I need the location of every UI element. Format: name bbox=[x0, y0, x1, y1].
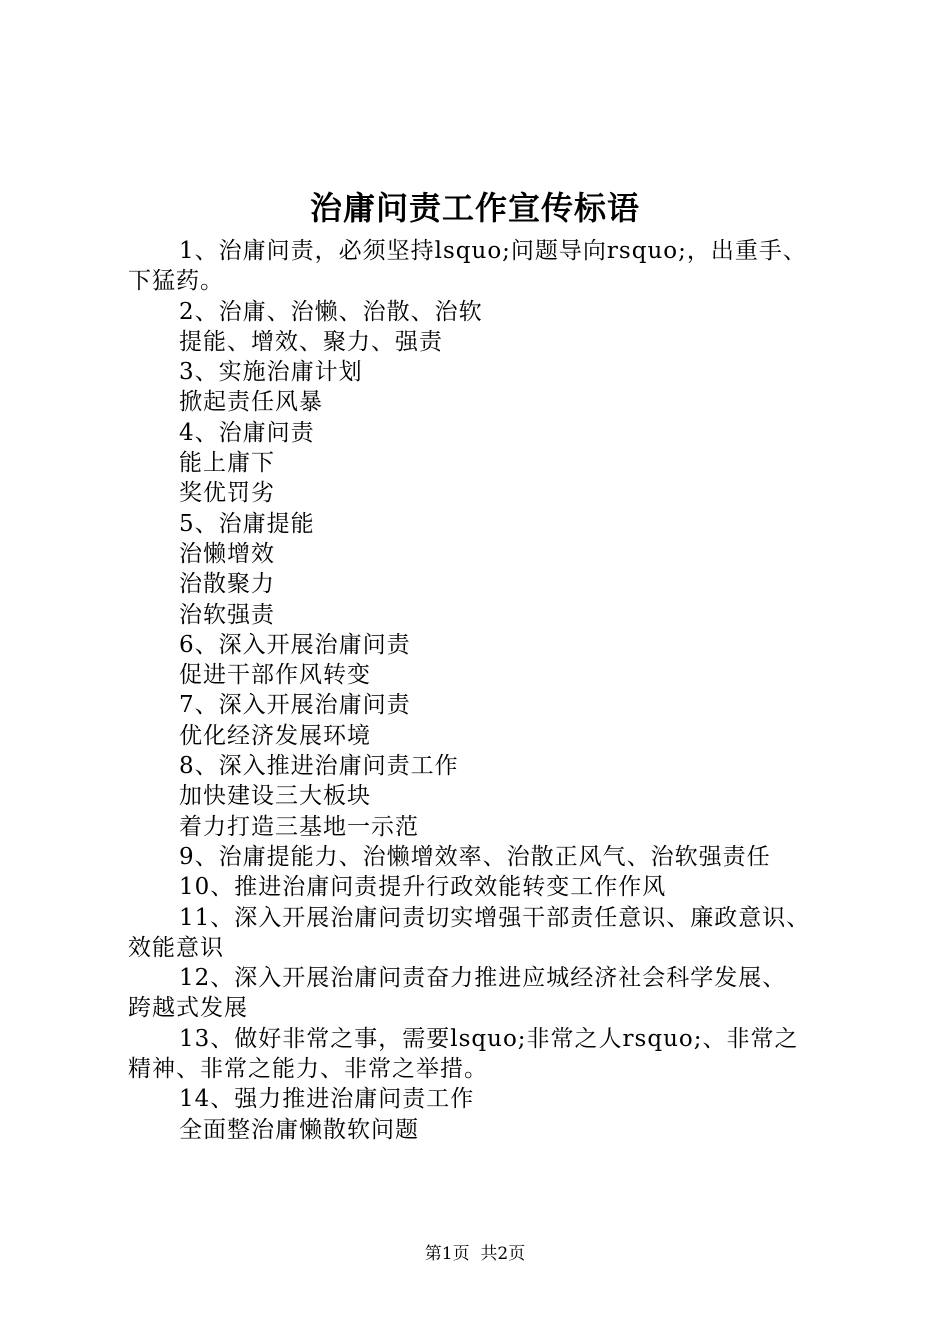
text-line: 精神、非常之能力、非常之举措。 bbox=[128, 1056, 488, 1083]
text-line: 8、深入推进治庸问责工作 bbox=[179, 753, 459, 780]
page-title: 治庸问责工作宣传标语 bbox=[309, 189, 640, 227]
text-line: 掀起责任风暴 bbox=[179, 389, 323, 416]
text-line: 促进干部作风转变 bbox=[179, 662, 371, 689]
text-line: 11、深入开展治庸问责切实增强干部责任意识、廉政意识、 bbox=[179, 904, 811, 931]
text-line: 14、强力推进治庸问责工作 bbox=[179, 1086, 475, 1113]
text-line: 13、做好非常之事，需要lsquo;非常之人rsquo;、非常之 bbox=[179, 1025, 799, 1052]
text-line: 跨越式发展 bbox=[128, 995, 248, 1022]
text-line: 1、治庸问责，必须坚持lsquo;问题导向rsquo;，出重手、 bbox=[179, 238, 807, 264]
page-number: 第1页 bbox=[424, 1244, 470, 1264]
text-line: 着力打造三基地一示范 bbox=[179, 813, 419, 840]
text-line: 提能、增效、聚力、强责 bbox=[179, 328, 443, 355]
page-footer bbox=[0, 1242, 950, 1266]
text-line: 治软强责 bbox=[179, 601, 275, 628]
text-line: 4、治庸问责 bbox=[179, 419, 315, 446]
page-total: 共2页 bbox=[480, 1244, 526, 1264]
text-line: 9、治庸提能力、治懒增效率、治散正风气、治软强责任 bbox=[179, 843, 771, 870]
text-line: 奖优罚劣 bbox=[179, 480, 275, 507]
text-line: 2、治庸、治懒、治散、治软 bbox=[179, 298, 483, 325]
text-line: 加快建设三大板块 bbox=[179, 783, 371, 810]
text-line: 12、深入开展治庸问责奋力推进应城经济社会科学发展、 bbox=[179, 965, 787, 992]
text-line: 治散聚力 bbox=[179, 571, 275, 598]
text-line: 优化经济发展环境 bbox=[179, 722, 371, 749]
text-line: 10、推进治庸问责提升行政效能转变工作作风 bbox=[179, 874, 667, 901]
text-line: 下猛药。 bbox=[128, 268, 224, 295]
text-line: 6、深入开展治庸问责 bbox=[179, 631, 411, 658]
text-line: 效能意识 bbox=[128, 934, 224, 961]
text-line: 7、深入开展治庸问责 bbox=[179, 692, 411, 719]
text-line: 能上庸下 bbox=[179, 450, 275, 477]
text-line: 3、实施治庸计划 bbox=[179, 359, 363, 386]
text-line: 治懒增效 bbox=[179, 540, 275, 567]
text-line: 5、治庸提能 bbox=[179, 510, 315, 537]
document-body bbox=[128, 236, 858, 1145]
text-line: 全面整治庸懒散软问题 bbox=[179, 1116, 419, 1143]
